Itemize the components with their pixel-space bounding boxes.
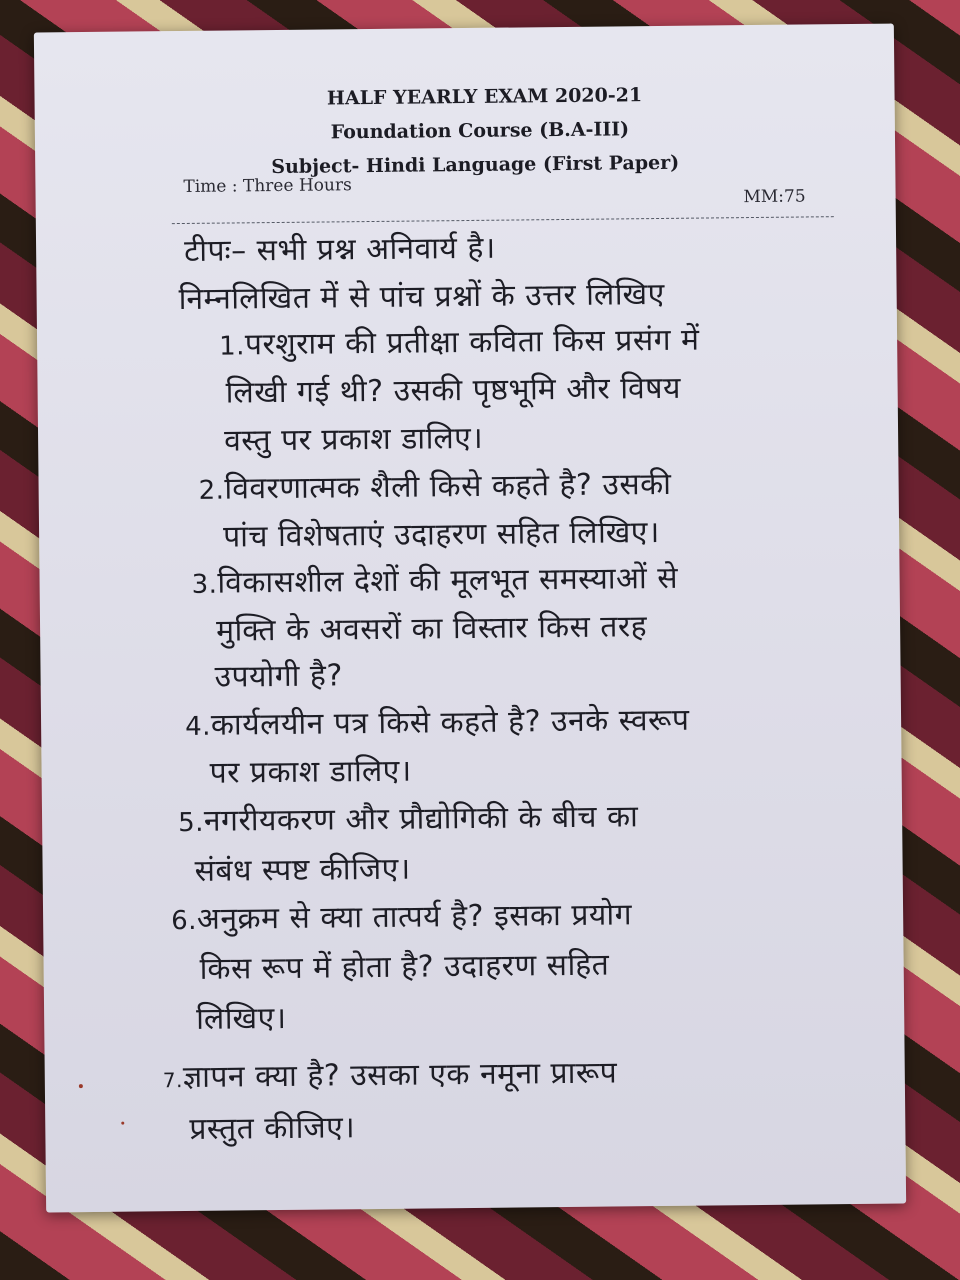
header-divider: [172, 216, 834, 224]
time-duration: Time : Three Hours: [183, 175, 352, 197]
exam-title: HALF YEARLY EXAM 2020-21: [326, 84, 643, 110]
instruction-note: टीपः– सभी प्रश्न अनिवार्य है।: [183, 230, 496, 269]
question-4-line-1: 4.कार्यलयीन पत्र किसे कहते है? उनके स्वरूप: [184, 702, 690, 743]
pin-hole: [121, 1122, 124, 1125]
question-3-line-3: उपयोगी है?: [214, 658, 343, 695]
max-marks: MM:75: [743, 186, 806, 208]
question-5-line-1: 5.नगरीयकरण और प्रौद्योगिकी के बीच का: [177, 799, 639, 839]
course-title: Foundation Course (B.A-III): [330, 118, 630, 144]
question-3-line-2: मुक्ति के अवसरों का विस्तार किस तरह: [215, 609, 648, 649]
question-4-line-2: पर प्रकाश डालिए।: [209, 753, 412, 791]
question-1-line-2: लिखी गई थी? उसकी पृष्ठभूमि और विषय: [225, 370, 682, 411]
question-2-line-1: 2.विवरणात्मक शैली किसे कहते है? उसकी: [198, 466, 672, 507]
question-7-number: 7.: [162, 1068, 184, 1093]
question-1-line-1: 1.परशुराम की प्रतीक्षा कविता किस प्रसंग में: [218, 322, 700, 363]
question-6-number: 6.: [171, 905, 198, 937]
subject-title: Subject- Hindi Language (First Paper): [271, 151, 680, 179]
question-6-line-2: किस रूप में होता है? उदाहरण सहित: [199, 947, 610, 987]
instruction-directive: निम्नलिखित में से पांच प्रश्नों के उत्तर लिखिए: [178, 276, 665, 318]
pin-hole: [79, 1084, 83, 1088]
question-6-line-1: 6.अनुक्रम से क्या तात्पर्य है? इसका प्रयोग: [171, 897, 633, 937]
question-3-line-1: 3.विकासशील देशों की मूलभूत समस्याओं से: [191, 560, 679, 601]
question-1-line-3: वस्तु पर प्रकाश डालिए।: [223, 420, 484, 459]
question-7-line-2: प्रस्तुत कीजिए।: [189, 1110, 356, 1147]
question-6-line-3: लिखिए।: [196, 1000, 287, 1037]
question-2-line-2: पांच विशेषताएं उदाहरण सहित लिखिए।: [222, 515, 660, 555]
question-3-number: 3.: [191, 569, 218, 600]
question-5-line-2: संबंध स्पष्ट कीजिए।: [194, 851, 411, 889]
question-7-line-1: 7.ज्ञापन क्या है? उसका एक नमूना प्रारूप: [162, 1055, 618, 1096]
exam-paper: [34, 24, 906, 1213]
question-4-number: 4.: [184, 711, 212, 742]
question-5-number: 5.: [177, 807, 205, 839]
question-2-number: 2.: [198, 475, 225, 506]
question-1-number: 1.: [218, 331, 246, 362]
